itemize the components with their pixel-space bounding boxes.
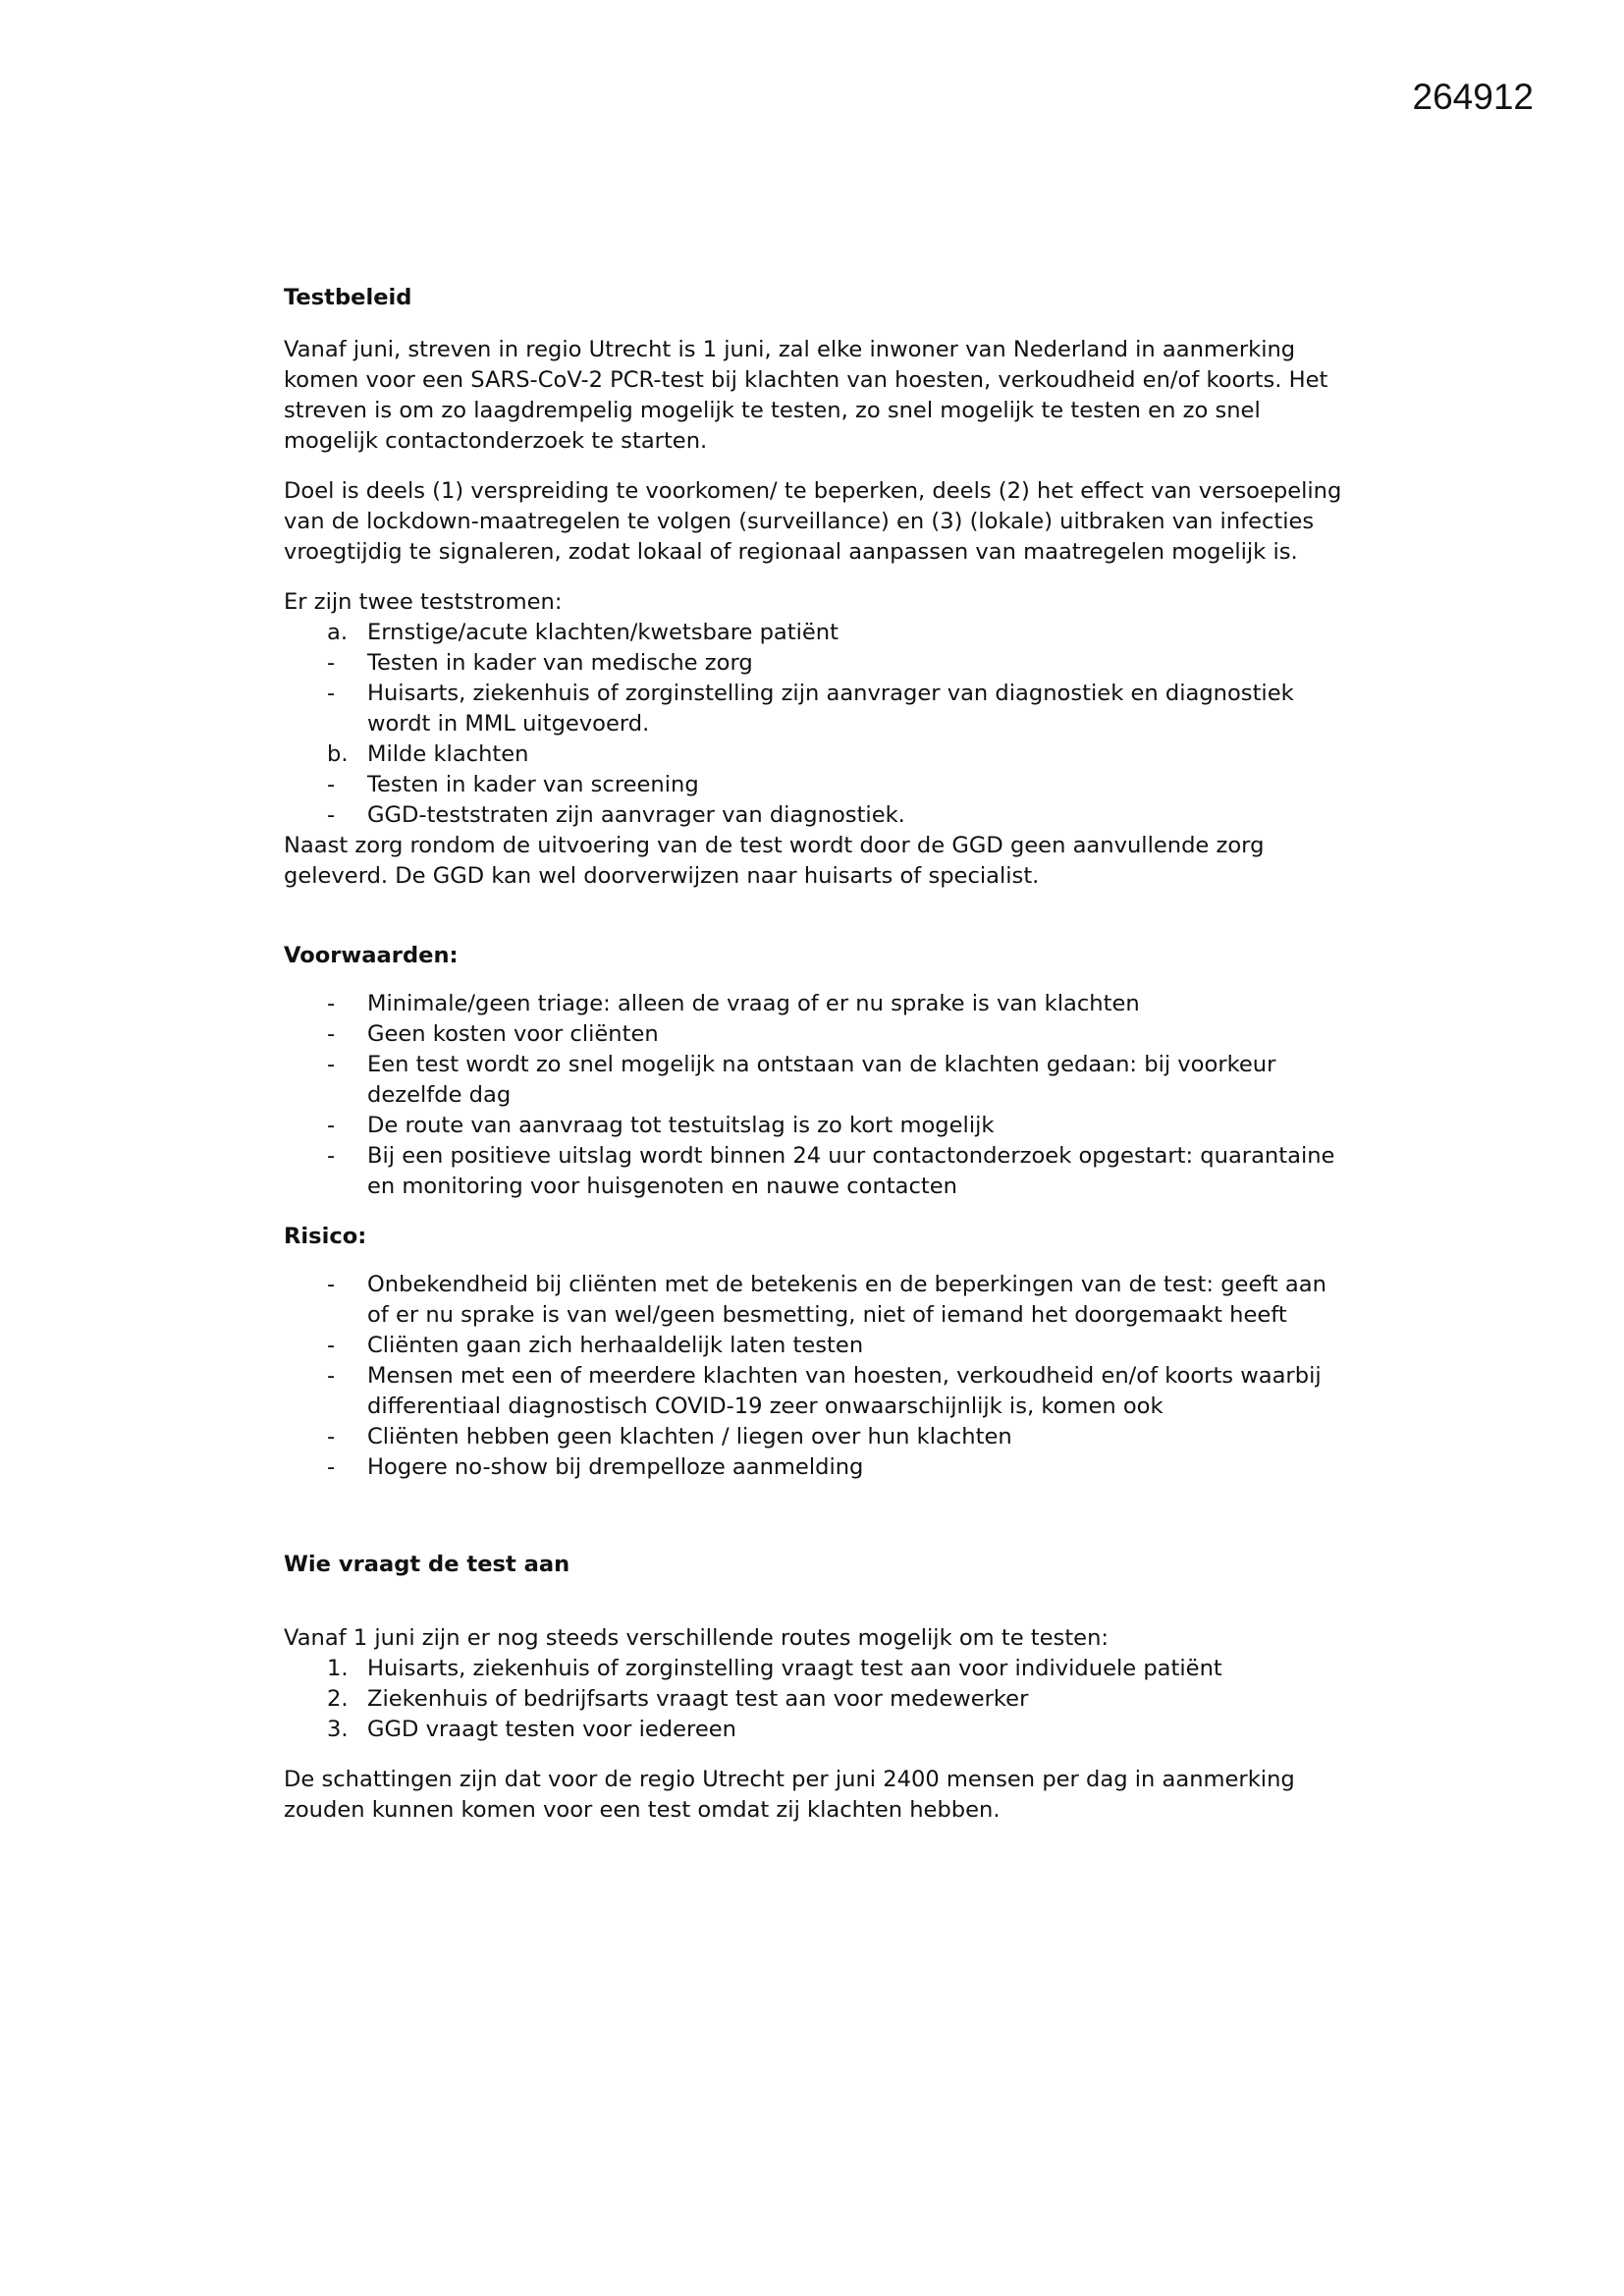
list-item-text: Ziekenhuis of bedrijfsarts vraagt test aan voor medewerker <box>367 1686 1029 1712</box>
list-marker: a. <box>327 620 349 645</box>
list-marker: b. <box>327 741 349 767</box>
list-item <box>284 1111 1354 1141</box>
list-marker: - <box>327 1272 336 1297</box>
list-marker: 2. <box>327 1686 349 1712</box>
paragraph-streams-intro: Er zijn twee teststromen: <box>284 589 563 615</box>
list-item <box>284 770 1354 800</box>
list-item <box>284 1331 1354 1361</box>
list-item-text: Bij een positieve uitslag wordt binnen 24 uur contactonderzoek opgestart: quarantaine en monitoring voor huisgenoten en nauwe contacten <box>367 1143 1335 1199</box>
list-item <box>284 1270 1354 1331</box>
list-item <box>284 1019 1354 1050</box>
document-id: 264912 <box>1412 77 1534 117</box>
list-item-text: Mensen met een of meerdere klachten van hoesten, verkoudheid en/of koorts waarbij differentiaal diagnostisch COVID-19 zeer onwaarschijnlijk is, komen ook <box>367 1363 1322 1419</box>
document-body <box>284 283 1354 1826</box>
list-item-text: GGD vraagt testen voor iedereen <box>367 1717 736 1742</box>
list-item-text: Minimale/geen triage: alleen de vraag of er nu sprake is van klachten <box>367 991 1140 1016</box>
list-item-text: Een test wordt zo snel mogelijk na ontstaan van de klachten gedaan: bij voorkeur dezelfde dag <box>367 1052 1276 1108</box>
list-item-text: Milde klachten <box>367 741 529 767</box>
risico-list <box>284 1270 1354 1483</box>
list-item <box>284 1715 1354 1745</box>
list-marker: - <box>327 772 336 797</box>
list-item <box>284 618 1354 648</box>
paragraph-routes-intro: Vanaf 1 juni zijn er nog steeds verschillende routes mogelijk om te testen: <box>284 1625 1110 1651</box>
stream-list <box>284 618 1354 831</box>
list-item-text: Geen kosten voor cliënten <box>367 1021 659 1047</box>
list-item <box>284 1361 1354 1422</box>
list-marker: 3. <box>327 1717 349 1742</box>
paragraph-estimate: De schattingen zijn dat voor de regio Utrecht per juni 2400 mensen per dag in aanmerking zouden kunnen komen voor een test omdat zij klachten hebben. <box>284 1767 1295 1823</box>
heading-testbeleid: Testbeleid <box>284 285 412 310</box>
paragraph-testbeleid-2: Doel is deels (1) verspreiding te voorkomen/ te beperken, deels (2) het effect van versoepeling van de lockdown-maatregelen te volgen (surveillance) en (3) (lokale) uitbraken van infecties vroegtijdig te signaleren, zodat lokaal of regionaal aanpassen van maatregelen mogelijk is. <box>284 478 1342 565</box>
list-item-text: Ernstige/acute klachten/kwetsbare patiënt <box>367 620 839 645</box>
list-marker: - <box>327 1143 336 1169</box>
list-item <box>284 1452 1354 1483</box>
routes-list <box>284 1654 1354 1745</box>
list-item-text: Hogere no-show bij drempelloze aanmelding <box>367 1454 864 1480</box>
heading-risico: Risico: <box>284 1224 367 1249</box>
list-marker: - <box>327 1113 336 1138</box>
list-item <box>284 1050 1354 1111</box>
list-marker: - <box>327 1021 336 1047</box>
voorwaarden-list <box>284 989 1354 1202</box>
list-item-text: Cliënten hebben geen klachten / liegen over hun klachten <box>367 1424 1012 1449</box>
list-item <box>284 1422 1354 1452</box>
list-item-text: Huisarts, ziekenhuis of zorginstelling zijn aanvrager van diagnostiek en diagnostiek wordt in MML uitgevoerd. <box>367 681 1294 737</box>
list-item <box>284 679 1354 739</box>
paragraph-testbeleid-closing: Naast zorg rondom de uitvoering van de test wordt door de GGD geen aanvullende zorg geleverd. De GGD kan wel doorverwijzen naar huisarts of specialist. <box>284 833 1265 889</box>
list-item <box>284 648 1354 679</box>
list-item-text: Onbekendheid bij cliënten met de betekenis en de beperkingen van de test: geeft aan of er nu sprake is van wel/geen besmetting, niet of iemand het doorgemaakt heeft <box>367 1272 1326 1328</box>
list-marker: - <box>327 650 336 676</box>
list-item <box>284 800 1354 831</box>
list-marker: - <box>327 1363 336 1389</box>
list-item <box>284 739 1354 770</box>
list-marker: 1. <box>327 1656 349 1681</box>
list-marker: - <box>327 1052 336 1077</box>
heading-wie-vraagt-de-test-aan: Wie vraagt de test aan <box>284 1552 570 1577</box>
list-item-text: Cliënten gaan zich herhaaldelijk laten testen <box>367 1333 864 1358</box>
list-marker: - <box>327 991 336 1016</box>
list-item-text: GGD-teststraten zijn aanvrager van diagnostiek. <box>367 802 905 828</box>
list-marker: - <box>327 1454 336 1480</box>
list-marker: - <box>327 1333 336 1358</box>
list-item <box>284 1684 1354 1715</box>
list-item-text: Testen in kader van screening <box>367 772 699 797</box>
list-marker: - <box>327 802 336 828</box>
list-item-text: De route van aanvraag tot testuitslag is zo kort mogelijk <box>367 1113 995 1138</box>
list-marker: - <box>327 681 336 706</box>
list-item <box>284 1654 1354 1684</box>
list-item-text: Huisarts, ziekenhuis of zorginstelling vraagt test aan voor individuele patiënt <box>367 1656 1222 1681</box>
heading-voorwaarden: Voorwaarden: <box>284 943 459 968</box>
list-item <box>284 989 1354 1019</box>
list-marker: - <box>327 1424 336 1449</box>
list-item-text: Testen in kader van medische zorg <box>367 650 753 676</box>
paragraph-testbeleid-1: Vanaf juni, streven in regio Utrecht is 1 juni, zal elke inwoner van Nederland in aanmerking komen voor een SARS-CoV-2 PCR-test bij klachten van hoesten, verkoudheid en/of koorts. Het streven is om zo laagdrempelig mogelijk te testen, zo snel mogelijk te testen en zo snel mogelijk contactonderzoek te starten. <box>284 337 1328 454</box>
list-item <box>284 1141 1354 1202</box>
